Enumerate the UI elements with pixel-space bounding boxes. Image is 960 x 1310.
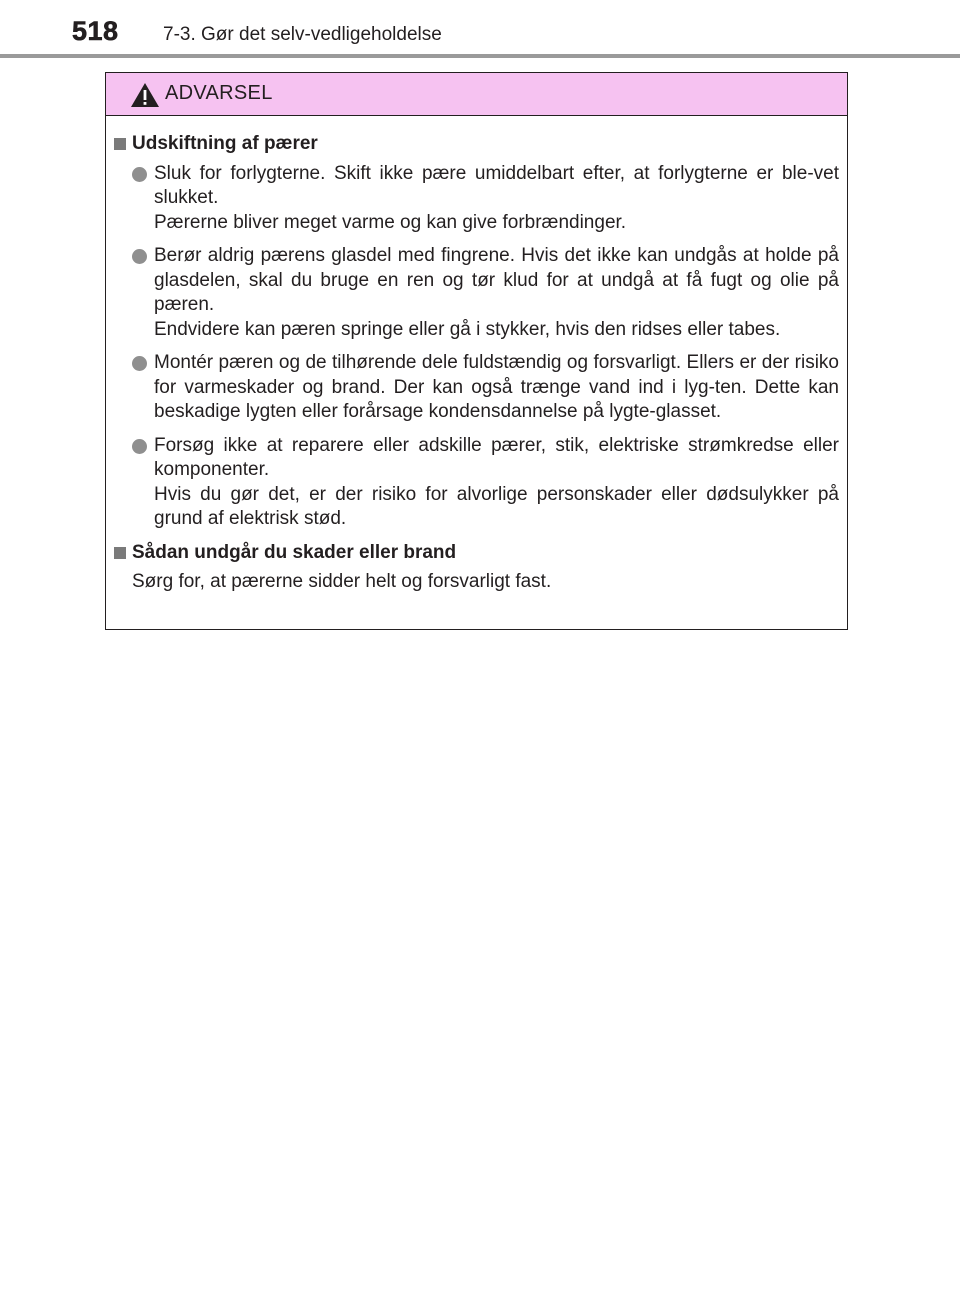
- list-item: [132, 162, 839, 236]
- round-bullet-icon: [132, 439, 147, 454]
- list-item: [132, 244, 839, 342]
- warning-box: [105, 72, 848, 630]
- round-bullet-icon: [132, 249, 147, 264]
- page-number: 518: [72, 16, 119, 46]
- list-item-text: [154, 434, 839, 532]
- paragraph: Endvidere kan pæren springe eller gå i stykker, hvis den ridses eller tabes.: [154, 318, 781, 340]
- paragraph: Pærerne bliver meget varme og kan give forbrændinger.: [154, 211, 627, 233]
- warning-title: ADVARSEL: [165, 82, 273, 104]
- section-heading-bulb-replacement: [112, 132, 839, 157]
- square-bullet-icon: [114, 138, 126, 150]
- section-heading-avoid-damage: [112, 541, 839, 566]
- warning-body: [106, 116, 847, 595]
- paragraph: Sørg for, at pærerne sidder helt og forsvarligt fast.: [132, 571, 552, 592]
- paragraph: Berør aldrig pærens glasdel med fingrene. Hvis det ikke kan undgås at holde på glasdelen, skal du bruge en ren og tør klud for at undgå at få fugt og olie på pæren.: [154, 245, 839, 315]
- page-header: [0, 0, 960, 58]
- section-title: 7-3. Gør det selv-vedligeholdelse: [163, 24, 442, 45]
- warning-triangle-icon: [129, 81, 161, 109]
- square-bullet-icon: [114, 547, 126, 559]
- section-heading-text: Udskiftning af pærer: [132, 133, 318, 154]
- round-bullet-icon: [132, 167, 147, 182]
- paragraph: Montér pæren og de tilhørende dele fuldstændig og forsvarligt. Ellers er der risiko for varmeskader og brand. Der kan også trænge vand ind i lyg-ten. Dette kan beskadige lygten eller forårsage kondensdannelse på lygte-glasset.: [154, 352, 839, 422]
- list-item-text: [154, 162, 839, 236]
- list-item: [132, 351, 839, 425]
- section-heading-text: Sådan undgår du skader eller brand: [132, 541, 457, 563]
- list-item: [132, 434, 839, 532]
- paragraph: Hvis du gør det, er der risiko for alvorlige personskader eller dødsulykker på grund af elektrisk stød.: [154, 483, 839, 529]
- warning-header: [106, 73, 847, 116]
- header-divider: [0, 54, 960, 58]
- round-bullet-icon: [132, 356, 147, 371]
- list-item-text: [154, 351, 839, 425]
- paragraph: Forsøg ikke at reparere eller adskille pærer, stik, elektriske strømkredse eller komponenter.: [154, 434, 839, 480]
- list-item-text: [154, 244, 839, 342]
- paragraph: Sluk for forlygterne. Skift ikke pære umiddelbart efter, at forlygterne er ble-vet slukket.: [154, 162, 839, 208]
